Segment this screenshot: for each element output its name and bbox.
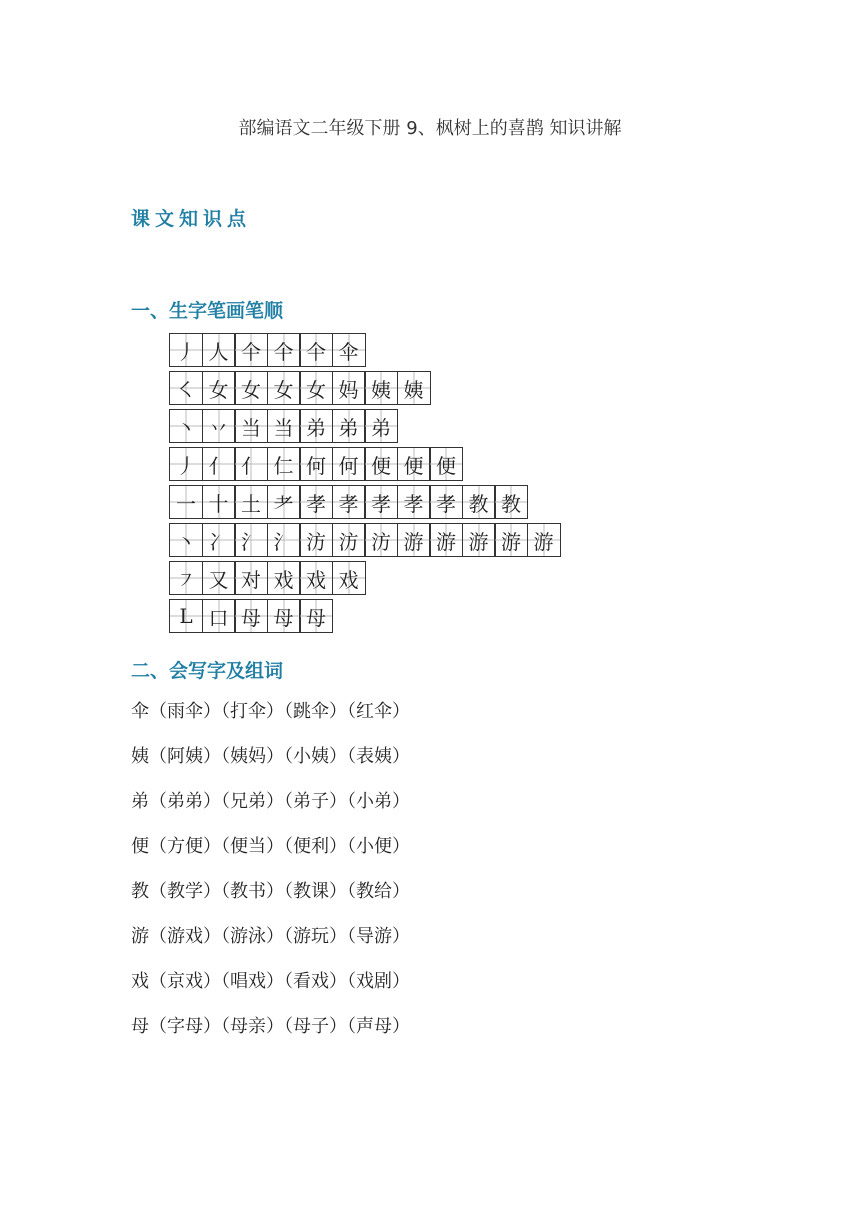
stroke-cell: 当 [267,409,301,443]
stroke-cell: 女 [299,371,333,405]
stroke-row [169,371,559,405]
stroke-cell: 对 [234,561,268,595]
stroke-cell: 女 [234,371,268,405]
stroke-cell: 教 [494,485,528,519]
stroke-cell: 伞 [332,333,366,367]
word-line: 弟（弟弟）（兄弟）（弟子）（小弟） [131,791,410,812]
stroke-cell: 孝 [364,485,398,519]
stroke-cell: ㇇ [169,561,203,595]
stroke-cell: 丶 [169,523,203,557]
stroke-cell: 游 [397,523,431,557]
stroke-order-grid [169,333,559,637]
word-line: 教（教学）（教书）（教课）（教给） [131,881,410,902]
document-title: 部编语文二年级下册 9、枫树上的喜鹊 知识讲解 [238,118,622,139]
stroke-cell: L [169,599,203,633]
stroke-cell: ㇛ [169,371,203,405]
stroke-cell: 耂 [267,485,301,519]
stroke-cell: 姨 [397,371,431,405]
stroke-row [169,523,559,557]
stroke-cell: 女 [267,371,301,405]
stroke-cell: 亻 [234,447,268,481]
stroke-cell: 冫 [202,523,236,557]
stroke-cell: 教 [462,485,496,519]
stroke-cell: 汸 [332,523,366,557]
stroke-cell: 汸 [364,523,398,557]
word-line: 伞（雨伞）（打伞）（跳伞）（红伞） [131,701,410,722]
stroke-cell: 弟 [364,409,398,443]
stroke-cell: 仐 [299,333,333,367]
stroke-cell: 仐 [267,333,301,367]
stroke-cell: 孝 [332,485,366,519]
stroke-row [169,333,559,367]
stroke-cell: 孝 [299,485,333,519]
word-line: 游（游戏）（游泳）（游玩）（导游） [131,926,410,947]
stroke-cell: 口 [202,599,236,633]
stroke-cell: 十 [202,485,236,519]
stroke-cell: 丷 [202,409,236,443]
stroke-cell: 何 [332,447,366,481]
stroke-cell: 戏 [332,561,366,595]
stroke-cell: 土 [234,485,268,519]
stroke-cell: 戏 [299,561,333,595]
stroke-cell: 母 [267,599,301,633]
stroke-cell: 孝 [429,485,463,519]
heading-stroke-order: 一、生字笔画笔顺 [131,300,284,322]
stroke-cell: 游 [494,523,528,557]
stroke-cell: 弟 [299,409,333,443]
stroke-cell: 姨 [364,371,398,405]
stroke-row [169,409,559,443]
word-list [131,700,410,1060]
stroke-cell: 便 [429,447,463,481]
stroke-cell: 弟 [332,409,366,443]
stroke-cell: 母 [234,599,268,633]
word-line: 便（方便）（便当）（便利）（小便） [131,836,410,857]
word-line: 母（字母）（母亲）（母子）（声母） [131,1016,410,1037]
stroke-cell: 便 [364,447,398,481]
stroke-cell: 孝 [397,485,431,519]
stroke-cell: 人 [202,333,236,367]
stroke-cell: 又 [202,561,236,595]
stroke-cell: 一 [169,485,203,519]
stroke-row [169,485,559,519]
stroke-cell: 丶 [169,409,203,443]
stroke-cell: 丿 [169,333,203,367]
stroke-cell: 戏 [267,561,301,595]
stroke-cell: 亻 [202,447,236,481]
word-line: 姨（阿姨）（姨妈）（小姨）（表姨） [131,746,410,767]
stroke-cell: 游 [527,523,561,557]
stroke-cell: 氵 [267,523,301,557]
word-line: 戏（京戏）（唱戏）（看戏）（戏剧） [131,971,410,992]
stroke-cell: 妈 [332,371,366,405]
stroke-cell: 游 [462,523,496,557]
stroke-cell: 仐 [234,333,268,367]
stroke-cell: 游 [429,523,463,557]
heading-words: 二、会写字及组词 [131,660,284,682]
stroke-cell: 汸 [299,523,333,557]
stroke-cell: 当 [234,409,268,443]
stroke-row [169,561,559,595]
stroke-cell: 母 [299,599,333,633]
stroke-row [169,599,559,633]
stroke-cell: 仁 [267,447,301,481]
stroke-cell: 氵 [234,523,268,557]
stroke-cell: 何 [299,447,333,481]
stroke-cell: 丿 [169,447,203,481]
stroke-cell: 女 [202,371,236,405]
section-label: 课文知识点 [131,208,252,230]
stroke-row [169,447,559,481]
stroke-cell: 便 [397,447,431,481]
